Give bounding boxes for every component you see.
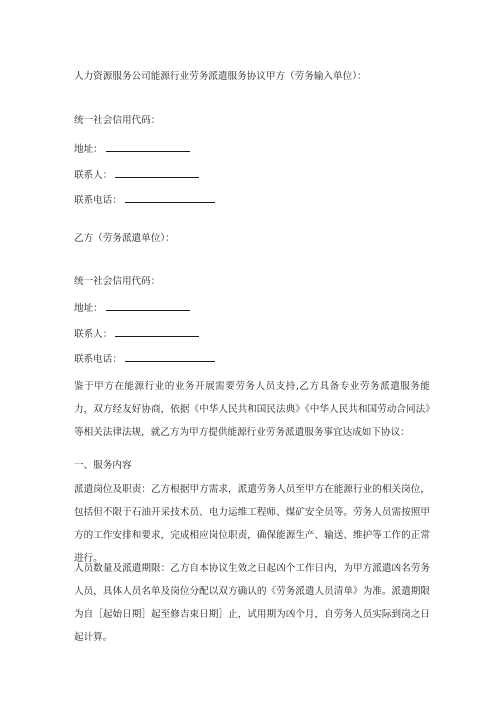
party-a-address-label: 地址： [74,144,103,155]
party-a-contact-blank[interactable] [115,168,199,178]
section-1-paragraph-2: 人员数量及派遣期限：乙方自本协议生效之日起凶个工作日内，为甲方派遣凶名劳务人员，具体人员名单及岗位分配以双方确认的《劳务派遣人员清单》为准。派遣期限为自［起始日期］起至修吉束日期］止，试用期为凶个月，自劳务人员实际到岗之日起计算。 [74,563,430,643]
party-a-phone-row [74,193,215,208]
party-b-phone-row [74,352,215,367]
preamble-paragraph: 鉴于甲方在能源行业的业务开展需要劳务人员支持,乙方具备专业劳务派遣服务能力，双方经友好协商，依据《中华人民共和国民法典》《中华人民共和国劳动合同法》等相关法律法规，就乙方为甲方提供能源行业劳务派遣服务事宜达成如下协议： [74,381,430,438]
party-a-address-row [74,142,190,157]
party-a-contact-label: 联系人： [74,170,113,181]
section-1-heading: 一、服务内容 [74,460,132,471]
party-b-phone-blank[interactable] [125,352,215,362]
party-b-address-row [74,301,190,316]
party-b-credit-code-label: 统一社会信用代码： [74,276,161,287]
party-b-contact-label: 联系人： [74,329,113,340]
party-a-address-blank[interactable] [106,142,190,152]
party-a-phone-label: 联系电话： [74,195,122,206]
party-b-address-blank[interactable] [106,301,190,311]
party-a-credit-code-label: 统一社会信用代码： [74,115,161,126]
party-b-phone-label: 联系电话： [74,354,122,365]
party-a-contact-row [74,168,199,183]
section-1-paragraph-1: 派遣岗位及职责：乙方根据甲方需求，派遣劳务人员至甲方在能源行业的相关岗位，包括但不限于石油开采技术员、电力运维工程师、煤矿安全员等。劳务人员需按照甲方的工作安排和要求，完成相应岗位职责，确保能源生产、输送、维护等工作的正常进行。 [74,484,430,564]
document-title: 人力资源服务公司能源行业劳务派遣服务协议甲方（劳务输入单位）： [74,71,367,82]
party-b-address-label: 地址： [74,303,103,314]
party-b-title: 乙方（劳务派遣单位）： [74,233,175,244]
party-a-phone-blank[interactable] [125,193,215,203]
party-b-contact-row [74,327,199,342]
party-b-contact-blank[interactable] [115,327,199,337]
